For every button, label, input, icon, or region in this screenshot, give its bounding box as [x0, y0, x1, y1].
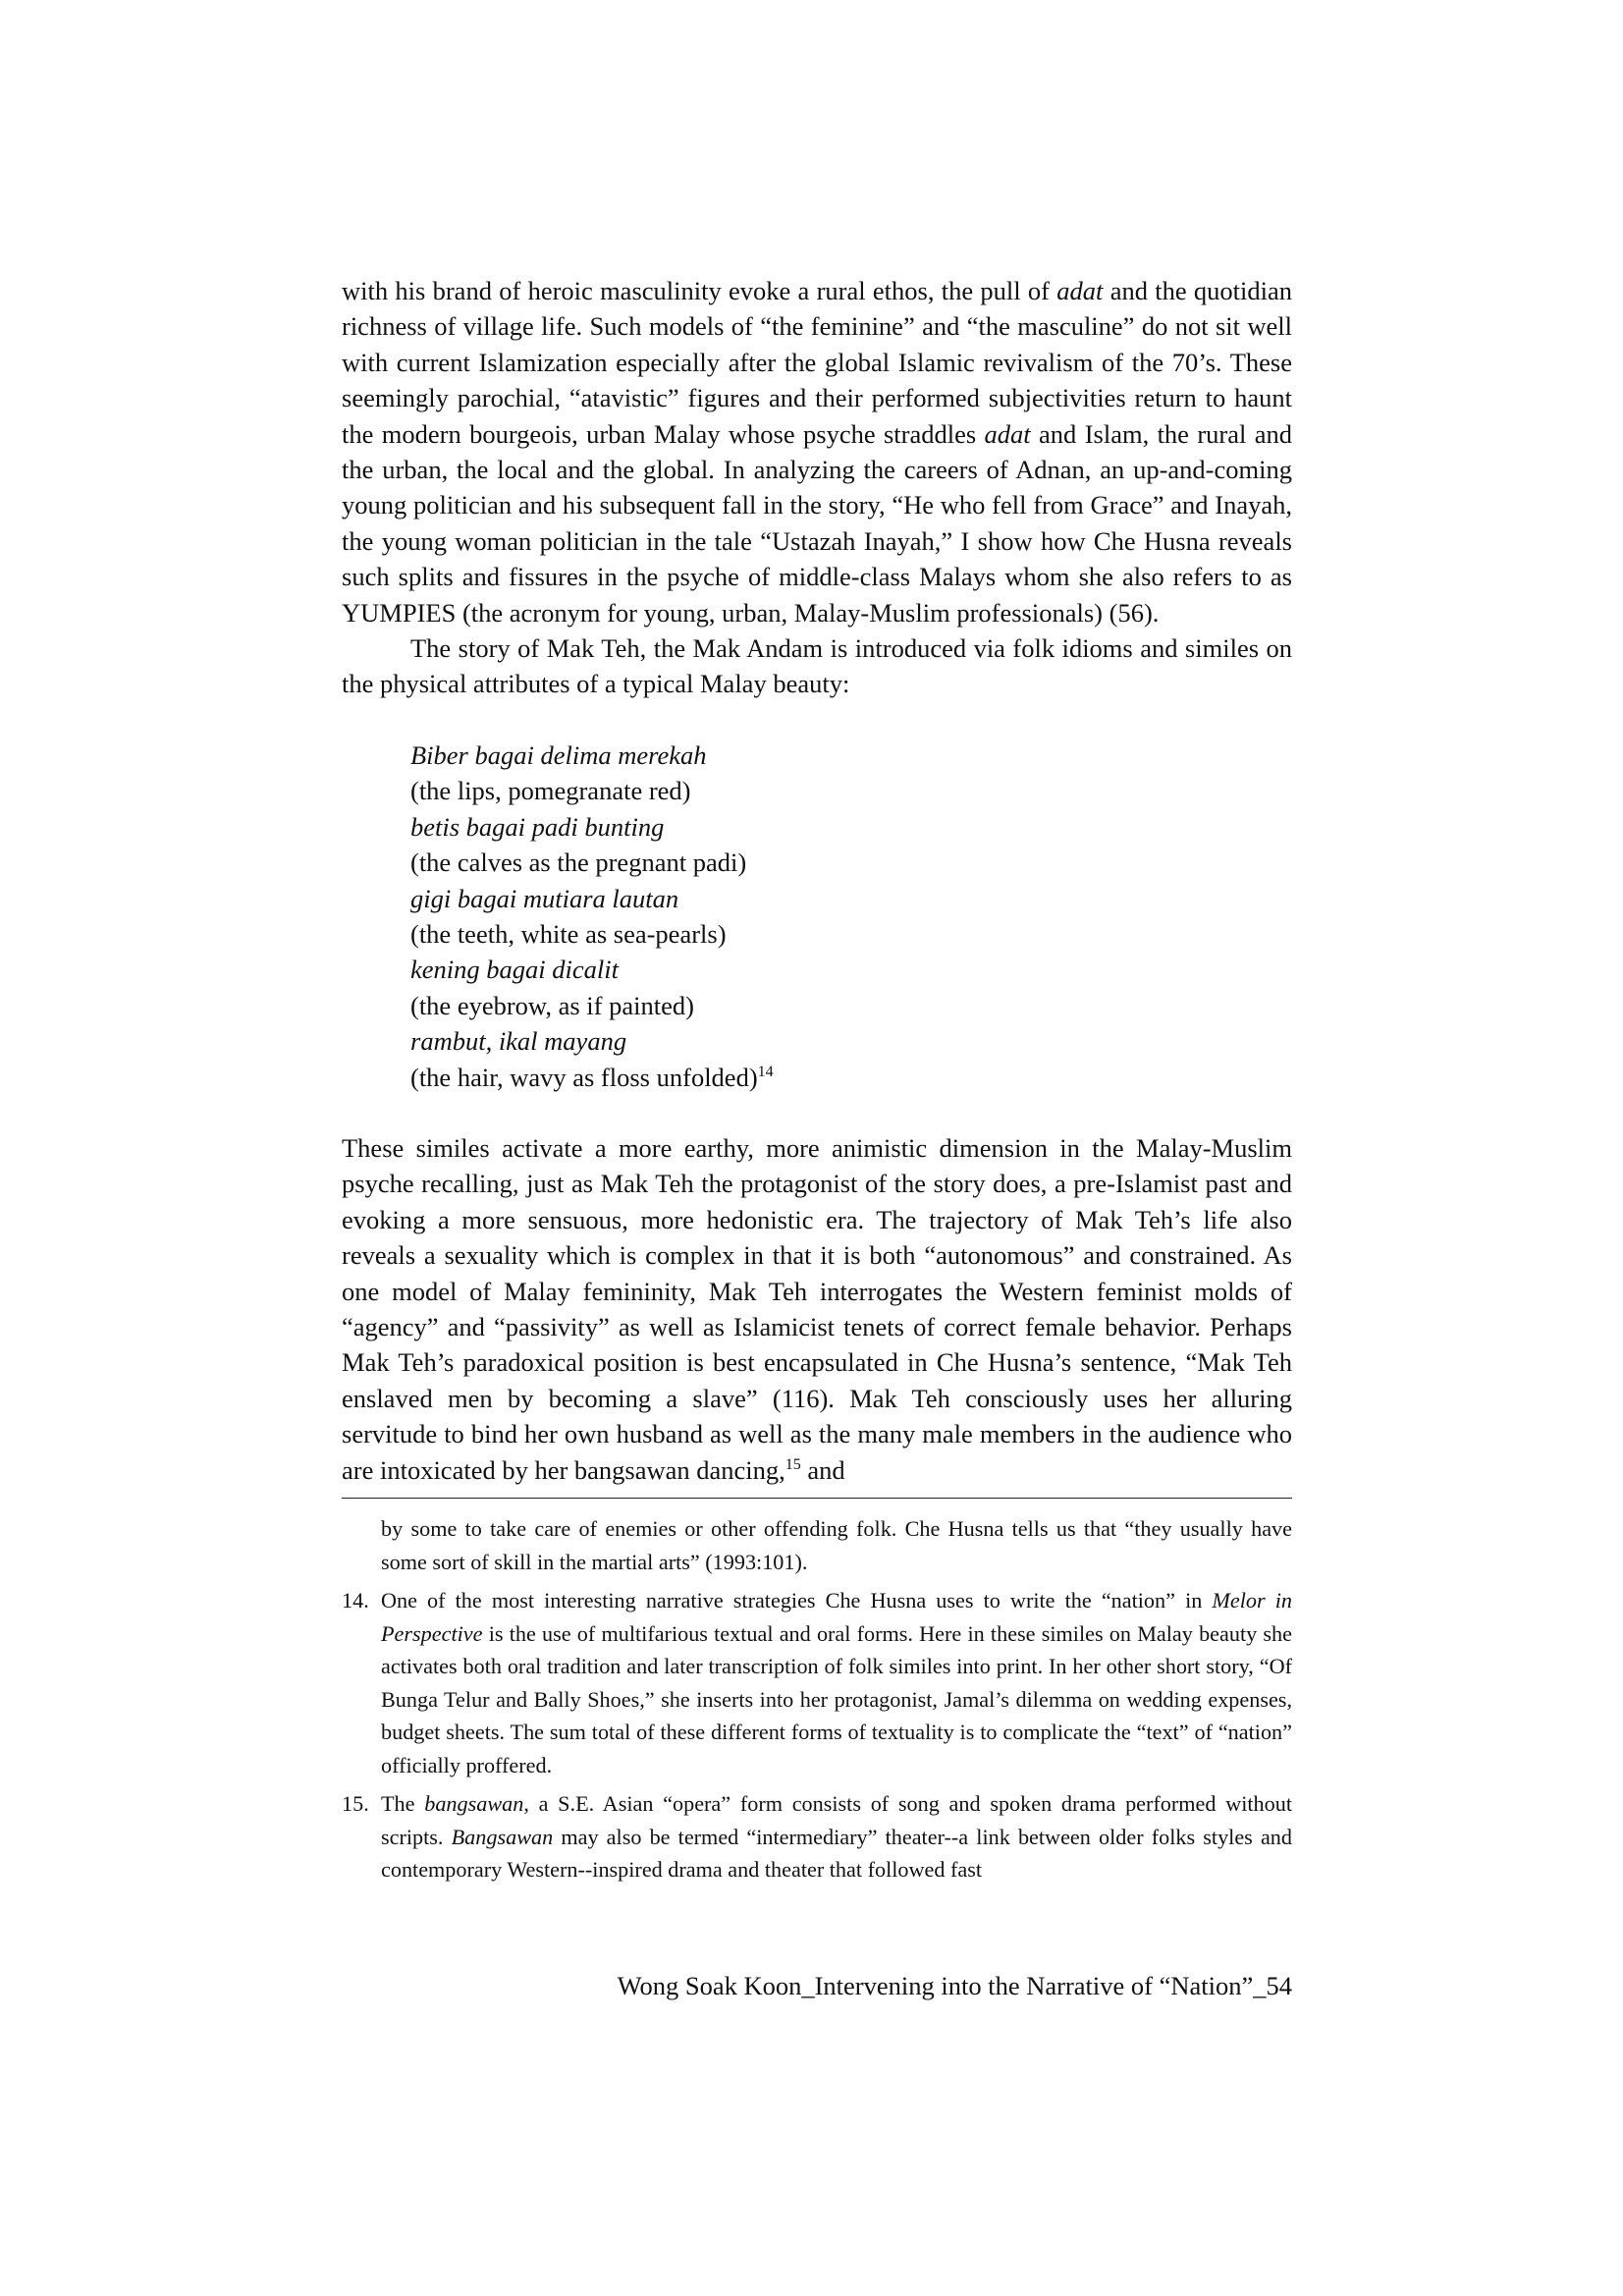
verse-line: (the eyebrow, as if painted): [410, 990, 694, 1020]
verse-line: kening bagai dicalit: [410, 955, 619, 985]
footnote-14: [342, 1584, 1292, 1781]
page-body: [342, 273, 1292, 1886]
verse-line: (the lips, pomegranate red): [410, 776, 691, 806]
italic-term: adat: [984, 418, 1031, 449]
footnote-ref-15[interactable]: 15: [784, 1455, 801, 1473]
footnote-text: , a S.E. Asian “opera” form consists of song and spoken drama performed without scripts.: [381, 1791, 1292, 1849]
paragraph-adat-islam: [342, 273, 1292, 630]
footnote-15: [342, 1787, 1292, 1886]
italic-term: Bangsawan: [451, 1824, 554, 1849]
paragraph-similes-analysis: [342, 1130, 1292, 1488]
footnote-text: is the use of multifarious textual and oral forms. Here in these similes on Malay beauty she activates both oral tradition and later transcription of folk similes into print. In her other short story, “Of Bunga Telur and Bally Shoes,” she inserts into her protagonist, Jamal’s dilemma on wedding expenses, budget sheets. The sum total of these different forms of textuality is to complicate the “text” of “nation” officially proffered.: [381, 1620, 1292, 1777]
paragraph-text: and Islam, the rural and the urban, the local and the global. In analyzing the careers of Adnan, an up-and-coming young politician and his subsequent fall in the story, “He who fell from Grace” and Inayah, the young woman politician in the tale “Ustazah Inayah,” I show how Che Husna reveals such splits and fissures in the psyche of middle-class Malays whom she also refers to as YUMPIES (the acronym for young, urban, Malay-Muslim professionals) (56).: [342, 418, 1292, 628]
paragraph-text: and: [800, 1454, 845, 1485]
footnote-number: 14.: [342, 1588, 369, 1613]
footnotes: [342, 1512, 1292, 1886]
footnote-separator: [342, 1498, 1292, 1499]
italic-title: Melor in Perspective: [381, 1588, 1292, 1646]
footnote-text: may also be termed “intermediary” theater--a link between older folks styles and contemporary Western--inspired drama and theater that followed fast: [381, 1824, 1292, 1882]
footnote-number: 15.: [342, 1791, 369, 1816]
paragraph-mak-teh-intro: The story of Mak Teh, the Mak Andam is introduced via folk idioms and similes on the physical attributes of a typical Malay beauty:: [342, 633, 1292, 699]
footnote-text: One of the most interesting narrative strategies Che Husna uses to write the “nation” in: [381, 1588, 1213, 1613]
folk-simile-verse: [410, 738, 1292, 1095]
running-footer: Wong Soak Koon_Intervening into the Narrative of “Nation”_54: [617, 1971, 1292, 2000]
verse-line: betis bagai padi bunting: [410, 811, 665, 842]
verse-line-text: (the hair, wavy as floss unfolded): [410, 1062, 758, 1092]
paragraph-text: with his brand of heroic masculinity evoke a rural ethos, the pull of: [342, 276, 1057, 305]
italic-term: adat: [1056, 276, 1104, 305]
verse-line: (the calves as the pregnant padi): [410, 847, 747, 878]
footnote-ref-14[interactable]: 14: [757, 1063, 774, 1080]
paragraph-text: These similes activate a more earthy, more animistic dimension in the Malay-Muslim psyche recalling, just as Mak Teh the protagonist of the story does, a pre-Islamist past and evoking a more sensuous, more hedonistic era. The trajectory of Mak Teh’s life also reveals a sexuality which is complex in that it is both “autonomous” and constrained. As one model of Malay femininity, Mak Teh interrogates the Western feminist molds of “agency” and “passivity” as well as Islamicist tenets of correct female behavior. Perhaps Mak Teh’s paradoxical position is best encapsulated in Che Husna’s sentence, “Mak Teh enslaved men by becoming a slave” (116). Mak Teh consciously uses her alluring servitude to bind her own husband as well as the many male members in the audience who are intoxicated by her bangsawan dancing,: [342, 1132, 1292, 1485]
italic-term: bangsawan: [424, 1791, 524, 1816]
verse-line: rambut, ikal mayang: [410, 1026, 627, 1057]
paragraph-text: and the quotidian richness of village life. Such models of “the feminine” and “the masculine” do not sit well with current Islamization especially after the global Islamic revivalism of the 70’s. These seemingly parochial, “atavistic” figures and their performed subjectivities return to haunt the modern bourgeois, urban Malay whose psyche straddles: [342, 276, 1292, 449]
footnote-carryover: by some to take care of enemies or other offending folk. Che Husna tells us that “they usually have some sort of skill in the martial arts” (1993:101).: [381, 1516, 1292, 1574]
footnote-text: The: [381, 1791, 425, 1816]
verse-line-last: [410, 1060, 1292, 1095]
verse-line: Biber bagai delima merekah: [410, 739, 707, 770]
verse-line: gigi bagai mutiara lautan: [410, 883, 679, 913]
verse-line: (the teeth, white as sea-pearls): [410, 918, 727, 949]
